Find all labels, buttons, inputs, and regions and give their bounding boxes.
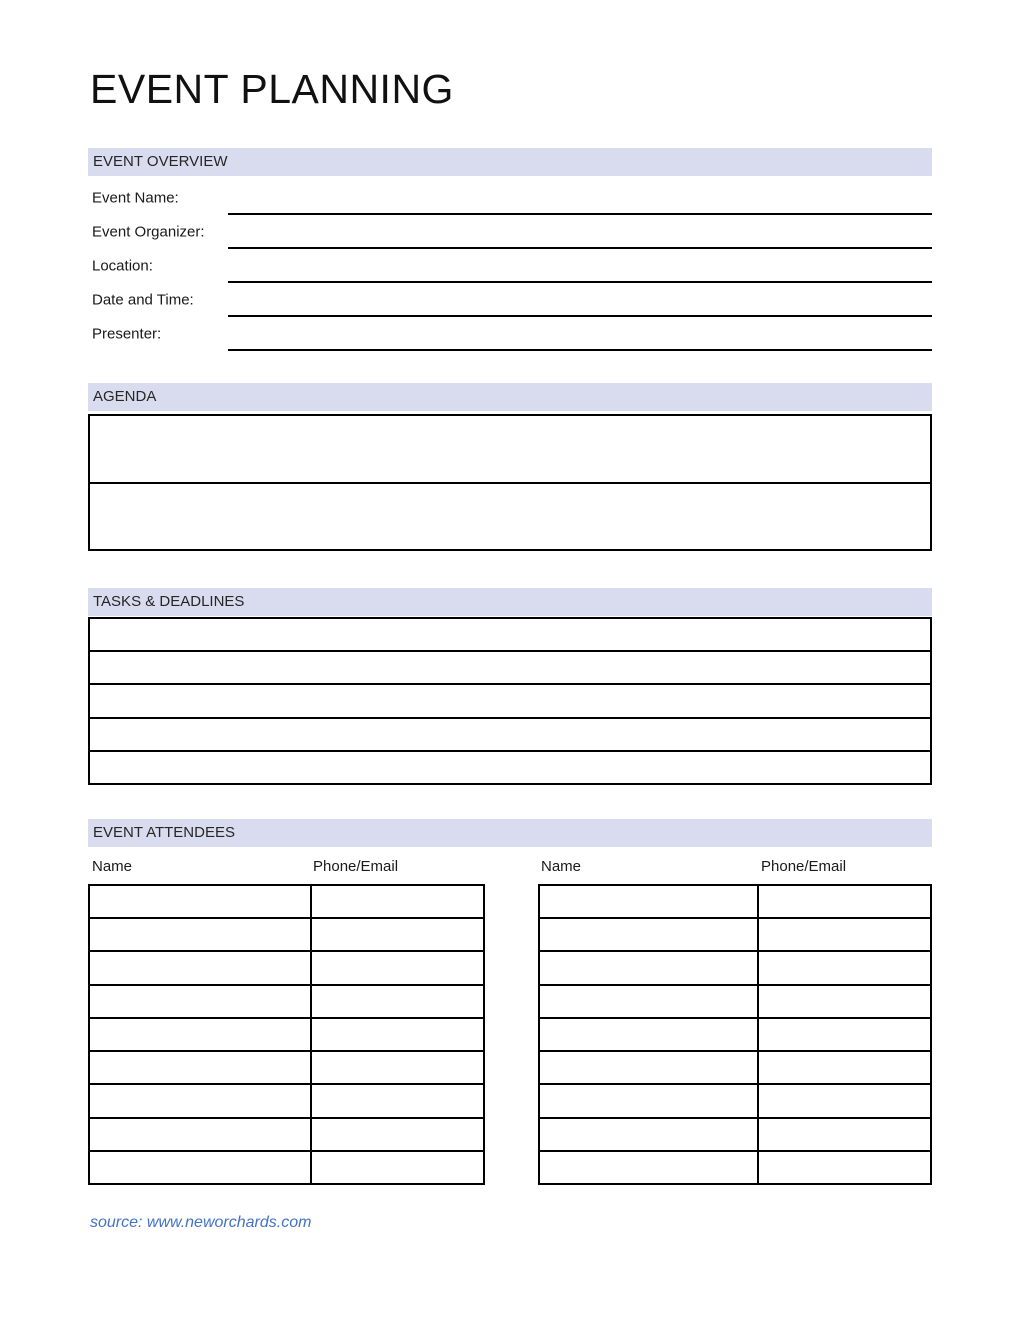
field-row-location	[88, 249, 932, 283]
attendee-row	[90, 1150, 483, 1183]
event-organizer-label: Event Organizer:	[92, 223, 205, 241]
attendee-table-left	[88, 884, 485, 1185]
source-link[interactable]: source: www.neworchards.com	[90, 1214, 312, 1231]
attendee-phone-email-cell[interactable]	[759, 1119, 930, 1150]
attendee-row	[90, 1083, 483, 1116]
attendee-name-cell[interactable]	[540, 886, 759, 917]
attendee-phone-email-cell[interactable]	[312, 1152, 483, 1183]
attendee-row	[540, 1083, 930, 1116]
attendee-row	[90, 950, 483, 983]
task-input-row[interactable]	[90, 750, 930, 783]
attendee-column-labels	[88, 858, 932, 878]
attendee-row	[540, 1150, 930, 1183]
section-header-tasks-deadlines: TASKS & DEADLINES	[88, 588, 932, 616]
attendee-name-cell[interactable]	[90, 1152, 312, 1183]
attendee-phone-email-cell[interactable]	[312, 1119, 483, 1150]
attendee-row	[90, 886, 483, 917]
attendee-name-cell[interactable]	[540, 986, 759, 1017]
attendee-table-2-phone-email-column-label: Phone/Email	[761, 858, 847, 875]
attendee-row	[540, 1117, 930, 1150]
attendee-row	[540, 984, 930, 1017]
attendee-name-cell[interactable]	[90, 986, 312, 1017]
field-row-presenter	[88, 317, 932, 351]
attendee-name-cell[interactable]	[540, 1152, 759, 1183]
attendee-row	[540, 917, 930, 950]
attendee-name-cell[interactable]	[90, 886, 312, 917]
attendee-row	[90, 1017, 483, 1050]
attendee-name-cell[interactable]	[540, 1085, 759, 1116]
attendee-phone-email-cell[interactable]	[759, 1152, 930, 1183]
attendee-phone-email-cell[interactable]	[759, 986, 930, 1017]
task-input-row[interactable]	[90, 650, 930, 683]
location-label: Location:	[92, 257, 153, 275]
attendee-phone-email-cell[interactable]	[759, 919, 930, 950]
attendee-phone-email-cell[interactable]	[312, 1019, 483, 1050]
attendee-phone-email-cell[interactable]	[312, 952, 483, 983]
attendee-table-1-phone-email-column-label: Phone/Email	[313, 858, 399, 875]
date-and-time-label: Date and Time:	[92, 291, 194, 309]
overview-fields	[88, 181, 932, 351]
attendee-phone-email-cell[interactable]	[759, 1052, 930, 1083]
attendee-table-1-name-column-label: Name	[92, 858, 133, 875]
agenda-boxes	[88, 414, 932, 551]
attendee-phone-email-cell[interactable]	[312, 1085, 483, 1116]
attendee-name-cell[interactable]	[90, 952, 312, 983]
attendee-name-cell[interactable]	[540, 1019, 759, 1050]
agenda-input-box[interactable]	[90, 482, 930, 550]
attendee-name-cell[interactable]	[540, 1119, 759, 1150]
presenter-input-line[interactable]	[228, 349, 932, 351]
attendee-table-2-name-column-label: Name	[541, 858, 582, 875]
attendee-phone-email-cell[interactable]	[759, 1019, 930, 1050]
attendee-phone-email-cell[interactable]	[759, 886, 930, 917]
attendee-name-cell[interactable]	[90, 1052, 312, 1083]
section-header-event-attendees: EVENT ATTENDEES	[88, 819, 932, 847]
attendee-row	[90, 1117, 483, 1150]
attendee-row	[540, 886, 930, 917]
task-input-row[interactable]	[90, 619, 930, 650]
attendee-row	[90, 917, 483, 950]
attendee-phone-email-cell[interactable]	[312, 886, 483, 917]
attendee-name-cell[interactable]	[90, 1119, 312, 1150]
attendee-name-cell[interactable]	[540, 1052, 759, 1083]
task-input-row[interactable]	[90, 683, 930, 716]
attendee-table-right	[538, 884, 932, 1185]
attendee-phone-email-cell[interactable]	[759, 952, 930, 983]
page-title: EVENT PLANNING	[90, 66, 454, 112]
attendee-name-cell[interactable]	[540, 952, 759, 983]
attendee-phone-email-cell[interactable]	[759, 1085, 930, 1116]
section-header-event-overview: EVENT OVERVIEW	[88, 148, 932, 176]
field-row-event-organizer	[88, 215, 932, 249]
attendee-name-cell[interactable]	[90, 1085, 312, 1116]
attendee-name-cell[interactable]	[90, 1019, 312, 1050]
section-header-agenda: AGENDA	[88, 383, 932, 411]
attendee-name-cell[interactable]	[90, 919, 312, 950]
task-input-row[interactable]	[90, 717, 930, 750]
field-row-event-name	[88, 181, 932, 215]
attendee-phone-email-cell[interactable]	[312, 919, 483, 950]
field-row-date-and-time	[88, 283, 932, 317]
attendee-row	[540, 950, 930, 983]
attendee-phone-email-cell[interactable]	[312, 986, 483, 1017]
attendee-name-cell[interactable]	[540, 919, 759, 950]
presenter-label: Presenter:	[92, 325, 162, 343]
tasks-table	[88, 617, 932, 785]
attendee-row	[90, 984, 483, 1017]
attendee-row	[540, 1017, 930, 1050]
attendee-row	[90, 1050, 483, 1083]
event-name-label: Event Name:	[92, 189, 179, 207]
attendee-phone-email-cell[interactable]	[312, 1052, 483, 1083]
attendee-row	[540, 1050, 930, 1083]
agenda-input-box[interactable]	[90, 416, 930, 482]
